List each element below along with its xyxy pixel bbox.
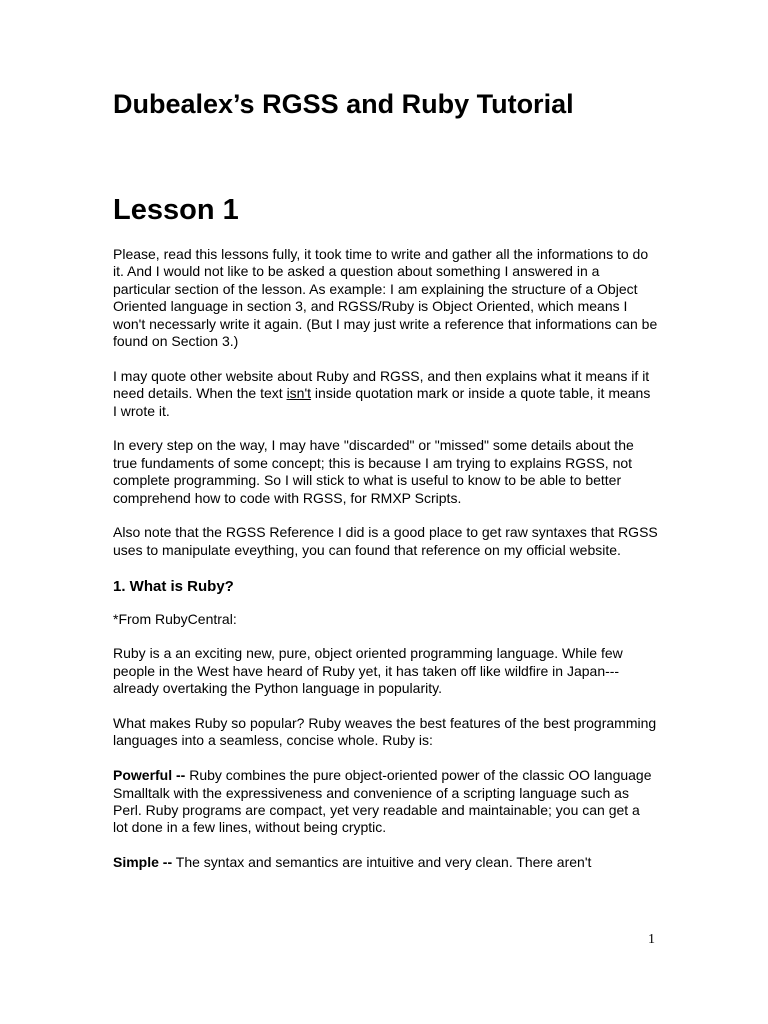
- quote-note-text-end: inside quotation mark or inside a quote table, it means I wrote it.: [113, 385, 651, 419]
- document-title: Dubealex’s RGSS and Ruby Tutorial: [113, 89, 574, 119]
- powerful-paragraph: [113, 767, 658, 837]
- simple-label: Simple --: [113, 854, 173, 871]
- simple-text: The syntax and semantics are intuitive and very clean. There aren't: [172, 854, 592, 871]
- powerful-text: Ruby combines the pure object-oriented power of the classic OO language Smalltalk with the expressiveness and convenience of a scripting language such as Perl. Ruby programs are compact, yet very readable and maintainable; you can get a lot done in a few lines, without being cryptic.: [113, 767, 652, 836]
- section-heading-what-is-ruby: 1. What is Ruby?: [113, 577, 234, 595]
- page-number: 1: [648, 932, 655, 947]
- powerful-label: Powerful --: [113, 767, 186, 784]
- quote-note-paragraph: [113, 368, 658, 420]
- reference-paragraph: Also note that the RGSS Reference I did is a good place to get raw syntaxes that RGSS uses to manipulate eveything, you can found that reference on my official website.: [113, 524, 658, 558]
- ruby-description-paragraph: Ruby is a an exciting new, pure, object oriented programming language. While few people in the West have heard of Ruby yet, it has taken off like wildfire in Japan---already overtaking the Python language in popularity.: [113, 645, 623, 697]
- intro-paragraph: Please, read this lessons fully, it took time to write and gather all the informations to do it. And I would not like to be asked a question about something I answered in a particular section of the lesson. As example: I am explaining the structure of a Object Oriented language in section 3, and RGSS/Ruby is Object Oriented, which means I won't necessarly write it again. (But I may just write a reference that informations can be found on Section 3.): [113, 246, 658, 350]
- simple-paragraph: [113, 854, 658, 871]
- details-paragraph: In every step on the way, I may have "discarded" or "missed" some details about the true fundaments of some concept; this is because I am trying to explains RGSS, not complete programming. So I will stick to what is useful to know to be able to better comprehend how to code with RGSS, for RMXP Scripts.: [113, 437, 634, 506]
- document-body: [113, 246, 658, 889]
- ruby-popularity-paragraph: What makes Ruby so popular? Ruby weaves the best features of the best programming languages into a seamless, concise whole. Ruby is:: [113, 715, 657, 749]
- quote-note-text-start: I may quote other website about Ruby and RGSS, and then explains what it means if it need details. When the text: [113, 367, 650, 402]
- source-attribution: *From RubyCentral:: [113, 610, 237, 627]
- underlined-word: isn't: [286, 385, 312, 402]
- lesson-title: Lesson 1: [113, 194, 239, 226]
